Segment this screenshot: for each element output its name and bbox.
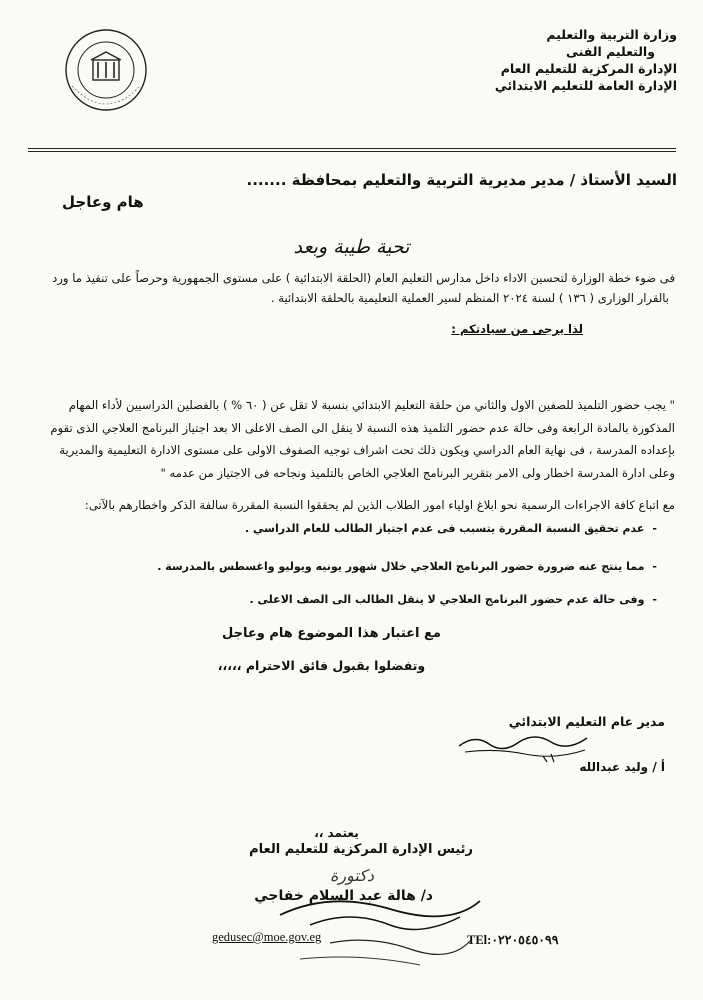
bullet-text: عدم تحقيق النسبة المقررة يتسبب فى عدم اجتياز الطالب للعام الدراسي .: [245, 522, 645, 535]
urgent-label: هام وعاجل: [62, 193, 144, 211]
signatory-2-name: د/ هالة عبد السلام خفاجي: [254, 888, 433, 904]
closing-urgent: مع اعتبار هذا الموضوع هام وعاجل: [222, 626, 441, 641]
footer-phone: TEl:٠٢٢٠٥٤٥٠٩٩: [467, 933, 559, 947]
intro-line: فى ضوء خطة الوزارة لتحسين الاداء داخل مدارس التعليم العام (الحلقة الابتدائية ) على مستوى الجمهورية وحرصاً على تنفيذ ما ورد: [52, 271, 675, 285]
footer-email: gedusec@moe.gov.eg: [212, 930, 322, 944]
addressee-line: السيد الأستاذ / مدير مديرية التربية والتعليم بمحافظة .......: [246, 171, 677, 189]
follow-up-line: مع اتباع كافة الاجراءات الرسمية نحو ابلاغ اولياء امور الطلاب الذين لم يحققوا النسبة المقررة سالفة الذكر واخطارهم بالآتى:: [84, 498, 675, 512]
header-line: الإدارة العامة للتعليم الابتدائي: [494, 78, 677, 93]
header-divider: [28, 148, 676, 149]
header-line: وزارة التربية والتعليم: [546, 27, 677, 42]
bullet-item: [157, 560, 657, 573]
bullet-text: مما ينتج عنه ضرورة حضور البرنامج العلاجي خلال شهور يونيه ويوليو واغسطس بالمدرسة .: [157, 560, 645, 573]
intro-paragraph: [27, 268, 675, 308]
closing-regards: وتفضلوا بقبول فائق الاحترام ،،،،،: [217, 658, 426, 673]
handwritten-signature-1: [455, 728, 595, 764]
header-line: الإدارة المركزية للتعليم العام: [500, 61, 677, 76]
body-line: وعلى ادارة المدرسة اخطار ولى الامر بتقرير البرنامج العلاجي الخاص بالتلميذ ونجاحه فى الاجتياز من عدمه ": [160, 465, 675, 480]
greeting: تحية طيبة وبعد: [293, 236, 410, 258]
body-line: بإعداده المدرسة ، فى نهاية العام الدراسي ويكون ذلك تحت اشراف توجيه الصفوف الاولى على مستوى الادارة التعليمية والمديرية: [59, 443, 675, 457]
signatory-2-title: رئيس الإدارة المركزية للتعليم العام: [249, 842, 473, 857]
stamp-title: دكتورة: [330, 866, 374, 885]
ministry-logo-icon: [62, 26, 150, 114]
header-divider: [28, 151, 676, 152]
bullet-dash-icon: -: [652, 593, 657, 606]
intro-line: بالقرار الوزارى ( ١٣٦ ) لسنة ٢٠٢٤ المنظم لسير العملية التعليمية بالحلقة الابتدائية .: [270, 291, 669, 305]
request-line: لذا يرجى من سيادتكم :: [451, 322, 583, 336]
main-paragraph: [27, 394, 675, 484]
signatory-1-name: أ / وليد عبدالله: [579, 760, 665, 774]
bullet-item: [250, 593, 657, 606]
bullet-item: [245, 522, 657, 535]
bullet-dash-icon: -: [652, 522, 657, 535]
approve-label: يعتمد ،،: [314, 826, 359, 840]
body-line: المذكورة بالمادة الرابعة وفى حالة عدم حضور التلميذ هذه النسبة لا ينقل الى الصف الاعلى الا بعد اجتياز البرنامج العلاجي الذى تقوم: [50, 420, 675, 435]
body-line: " يجب حضور التلميذ للصفين الاول والثاني من حلقة التعليم الابتدائي بنسبة لا تقل عن ( ٦٠ % ) بالفصلين الدراسيين لأداء المهام: [68, 398, 675, 412]
header-line: والتعليم الفنى: [566, 44, 655, 59]
bullet-text: وفى حالة عدم حضور البرنامج العلاجي لا ينقل الطالب الى الصف الاعلى .: [249, 593, 645, 606]
ministry-header: [377, 26, 677, 94]
signatory-1-title: مدير عام التعليم الابتدائي: [508, 714, 665, 729]
bullet-dash-icon: -: [652, 560, 657, 573]
